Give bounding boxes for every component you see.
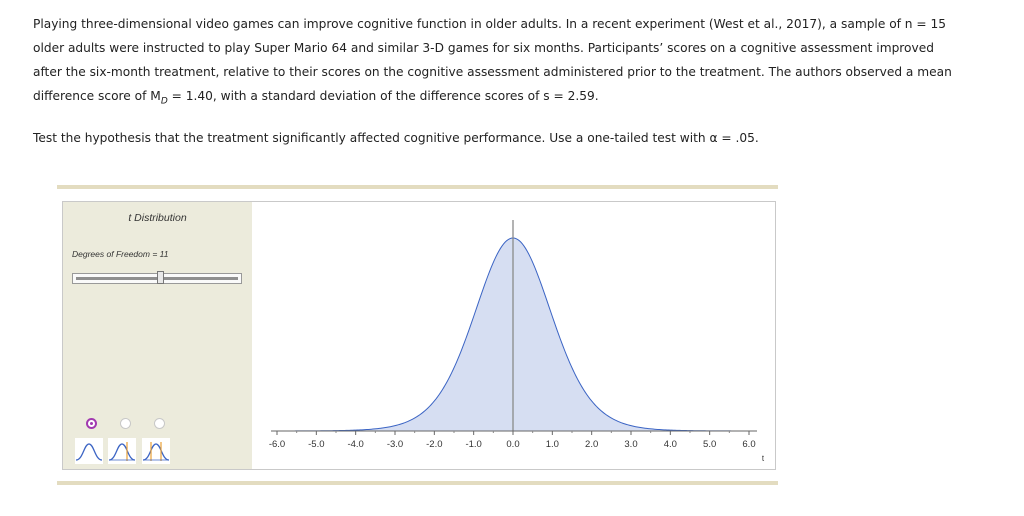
problem-text: difference score of M [33, 89, 161, 103]
one-tail-icon [108, 438, 136, 464]
df-slider-thumb[interactable] [157, 271, 164, 284]
df-label: Degrees of Freedom = 11 [72, 249, 169, 259]
no-tail-icon [75, 438, 103, 464]
x-tick-label: 6.0 [742, 439, 756, 450]
problem-line [33, 84, 993, 113]
t-distribution-tool [62, 201, 776, 470]
x-tick-label: -2.0 [426, 439, 443, 450]
x-tick-label: 3.0 [624, 439, 638, 450]
mode-radio-no-tail[interactable] [86, 418, 97, 429]
x-tick-label: 5.0 [703, 439, 717, 450]
df-slider[interactable] [72, 273, 242, 284]
x-tick-label: 0.0 [506, 439, 520, 450]
x-tick-label: -5.0 [308, 439, 325, 450]
mode-radio-two-tail[interactable] [154, 418, 165, 429]
x-axis-label: t [761, 454, 765, 463]
mode-two-tail-button[interactable] [142, 438, 170, 464]
t-distribution-chart [252, 202, 774, 469]
divider-bottom [57, 481, 778, 485]
mode-one-tail-button[interactable] [108, 438, 136, 464]
control-panel [63, 202, 252, 469]
x-tick-label: 2.0 [585, 439, 599, 450]
problem-text: = 1.40, with a standard deviation of the difference scores of s = 2.59. [167, 89, 599, 103]
x-ticks [269, 431, 756, 450]
mode-no-tail-button[interactable] [75, 438, 103, 464]
x-tick-label: -3.0 [386, 439, 404, 450]
x-tick-label: -1.0 [465, 439, 482, 450]
two-tail-icon [142, 438, 170, 464]
x-tick-label: -4.0 [347, 439, 364, 450]
problem-line: older adults were instructed to play Super Mario 64 and similar 3-D games for six months. Participants’ scores on a cognitive assessment improved [33, 41, 934, 55]
mode-radio-one-tail[interactable] [120, 418, 131, 429]
x-tick-label: -6.0 [268, 439, 286, 450]
problem-line: after the six-month treatment, relative to their scores on the cognitive assessment administered prior to the treatment. The authors observed a mean [33, 65, 952, 79]
question-text: Test the hypothesis that the treatment significantly affected cognitive performance. Use a one-tailed test with α = .05. [33, 131, 759, 145]
x-tick-label: 4.0 [663, 439, 677, 450]
x-tick-label: 1.0 [545, 439, 559, 450]
problem-statement [33, 12, 993, 113]
divider-top [57, 185, 778, 189]
tool-title: t Distribution [128, 212, 187, 224]
subscript-d: D [160, 96, 168, 107]
problem-line: Playing three-dimensional video games can improve cognitive function in older adults. In a recent experiment (West et al., 2017), a sample of n = 15 [33, 17, 947, 31]
